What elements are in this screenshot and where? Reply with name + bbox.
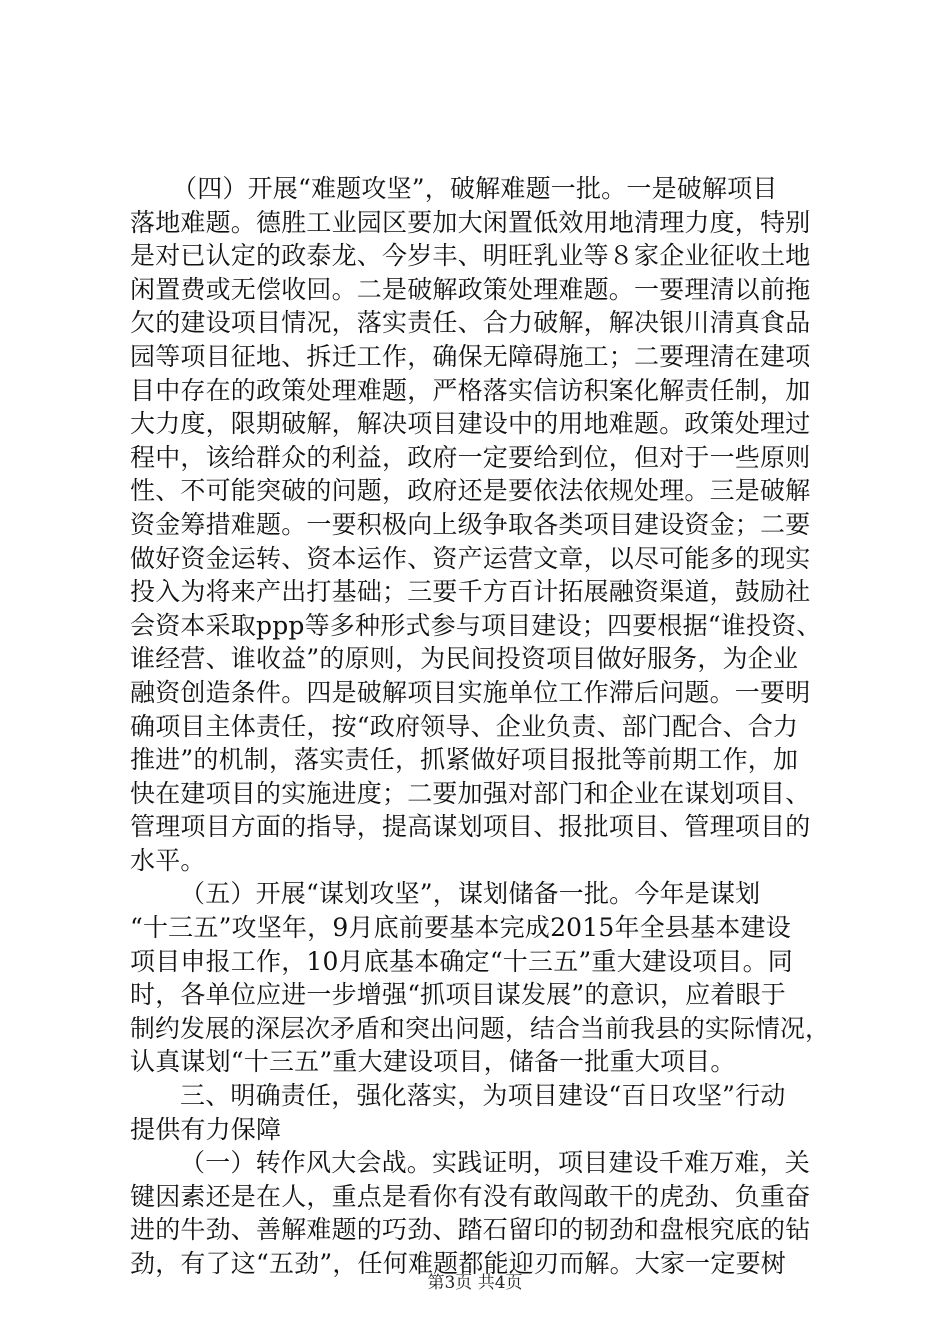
text-line: （五）开展“谋划攻坚”，谋划储备一批。今年是谋划 — [180, 879, 761, 909]
text-line: 园等项目征地、拆迁工作，确保无障碍施工；二要理清在建项 — [130, 341, 811, 371]
page-number: 第3页 共4页 — [427, 1273, 523, 1293]
text-line: 进的牛劲、善解难题的巧劲、踏石留印的韧劲和盘根究底的钻 — [130, 1215, 811, 1245]
text-line: 欠的建设项目情况，落实责任、合力破解，解决银川清真食品 — [130, 308, 811, 338]
text-line: （四）开展“难题攻坚”，破解难题一批。一是破解项目 — [172, 174, 778, 203]
text-line: 制约发展的深层次矛盾和突出问题，结合当前我县的实际情况， — [130, 1013, 830, 1043]
text-line: 性、不可能突破的问题，政府还是要依法依规处理。三是破解 — [130, 476, 811, 506]
text-line: 落地难题。德胜工业园区要加大闲置低效用地清理力度，特别 — [130, 207, 811, 237]
text-line: 会资本采取ppp等多种形式参与项目建设；四要根据“谁投资、 — [130, 610, 822, 640]
text-line: 是对已认定的政泰龙、今岁丰、明旺乳业等８家企业征收土地 — [130, 241, 811, 271]
text-line: 闲置费或无偿收回。二是破解政策处理难题。一要理清以前拖 — [130, 274, 811, 304]
text-line: 键因素还是在人，重点是看你有没有敢闯敢干的虎劲、负重奋 — [130, 1181, 811, 1211]
text-line: 快在建项目的实施进度；二要加强对部门和企业在谋划项目、 — [130, 778, 811, 808]
text-line: “十三五”攻坚年，9月底前要基本完成2015年全县基本建设 — [130, 913, 791, 943]
text-line: 时，各单位应进一步增强“抓项目谋发展”的意识，应着眼于 — [130, 980, 786, 1010]
text-line: 劲，有了这“五劲”，任何难题都能迎刃而解。大家一定要树 — [130, 1249, 786, 1278]
text-line: （一）转作风大会战。实践证明，项目建设千难万难，关 — [180, 1148, 811, 1178]
body-text — [130, 172, 830, 1281]
text-line: 融资创造条件。四是破解项目实施单位工作滞后问题。一要明 — [130, 677, 811, 707]
text-line: 资金筹措难题。一要积极向上级争取各类项目建设资金；二要 — [130, 509, 811, 539]
text-line: 管理项目方面的指导，提高谋划项目、报批项目、管理项目的 — [130, 812, 811, 842]
text-line: 水平。 — [130, 845, 206, 875]
text-line: 推进”的机制，落实责任，抓紧做好项目报批等前期工作，加 — [130, 745, 799, 775]
section-heading: 三、明确责任，强化落实，为项目建设“百日攻坚”行动 — [180, 1081, 786, 1111]
text-line: 做好资金运转、资本运作、资产运营文章，以尽可能多的现实 — [130, 543, 811, 573]
text-line: 目中存在的政策处理难题，严格落实信访积案化解责任制，加 — [130, 375, 811, 405]
text-line: 投入为将来产出打基础；三要千方百计拓展融资渠道，鼓励社 — [130, 577, 811, 607]
text-line: 大力度，限期破解，解决项目建设中的用地难题。政策处理过 — [130, 409, 811, 439]
text-line: 项目申报工作，10月底基本确定“十三五”重大建设项目。同 — [130, 946, 793, 976]
section-heading: 提供有力保障 — [130, 1114, 282, 1144]
text-line: 程中，该给群众的利益，政府一定要给到位，但对于一些原则 — [130, 442, 811, 472]
text-line: 谁经营、谁收益”的原则，为民间投资项目做好服务，为企业 — [130, 644, 799, 674]
text-line: 确项目主体责任，按“政府领导、企业负责、部门配合、合力 — [130, 711, 799, 741]
text-line: 认真谋划“十三五”重大建设项目，储备一批重大项目。 — [130, 1047, 736, 1077]
